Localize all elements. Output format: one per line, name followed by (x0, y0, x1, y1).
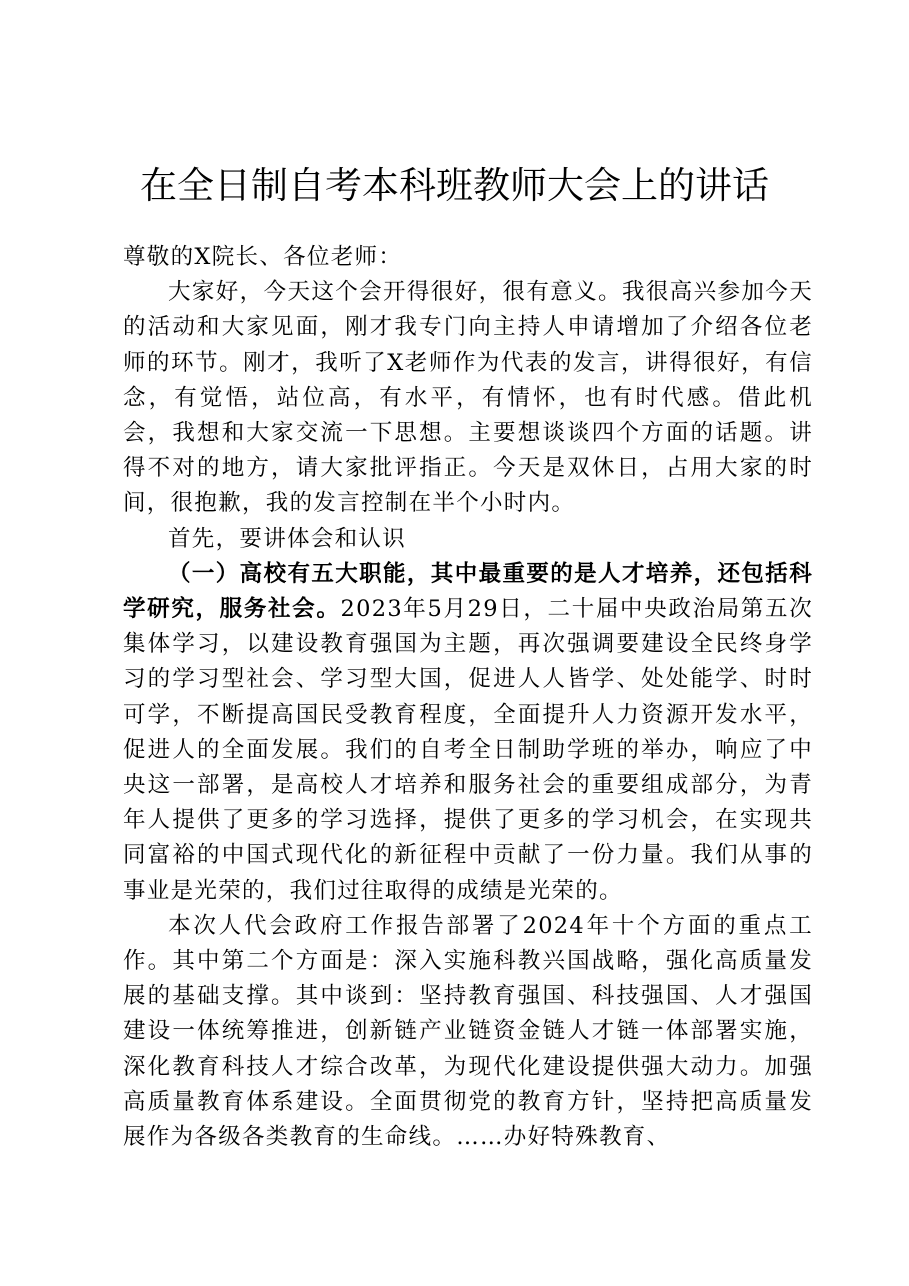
paragraph-lead-bold: （一）高校有五大职能，其中最重要的是人才培养，还包括科学研究，服务社会。 (123, 560, 813, 623)
paragraph-university-functions (123, 557, 813, 909)
paragraph-opening: 大家好，今天这个会开得很好，很有意义。我很高兴参加今天的活动和大家见面，刚才我专门向主持人申请增加了介绍各位老师的环节。刚才，我听了X老师作为代表的发言，讲得很好，有信念，有觉悟，站位高，有水平，有情怀，也有时代感。借此机会，我想和大家交流一下思想。主要想谈谈四个方面的话题。讲得不对的地方，请大家批评指正。今天是双休日，占用大家的时间，很抱歉，我的发言控制在半个小时内。 (123, 279, 813, 517)
document-body (123, 240, 813, 1155)
section-heading-first: 首先，要讲体会和认识 (168, 525, 407, 552)
paragraph-government-report: 本次人代会政府工作报告部署了2024年十个方面的重点工作。其中第二个方面是：深入实施科教兴国战略，强化高质量发展的基础支撑。其中谈到：坚持教育强国、科技强国、人才强国建设一体统筹推进，创新链产业链资金链人才链一体部署实施，深化教育科技人才综合改革，为现代化建设提供强大动力。加强高质量教育体系建设。全面贯彻党的教育方针，坚持把高质量发展作为各级各类教育的生命线。……办好特殊教育、 (123, 912, 813, 1151)
document-title: 在全日制自考本科班教师大会上的讲话 (140, 164, 769, 207)
paragraph-body: 2023年5月29日，二十届中央政治局第五次集体学习，以建设教育强国为主题，再次强调要建设全民终身学习的学习型社会、学习型大国，促进人人皆学、处处能学、时时可学，不断提高国民受教育程度，全面提升人力资源开发水平，促进人的全面发展。我们的自考全日制助学班的举办，响应了中央这一部署，是高校人才培养和服务社会的重要组成部分，为青年人提供了更多的学习选择，提供了更多的学习机会，在实现共同富裕的中国式现代化的新征程中贡献了一份力量。我们从事的事业是光荣的，我们过往取得的成绩是光荣的。 (123, 596, 813, 904)
salutation: 尊敬的X院长、各位老师： (123, 244, 403, 270)
